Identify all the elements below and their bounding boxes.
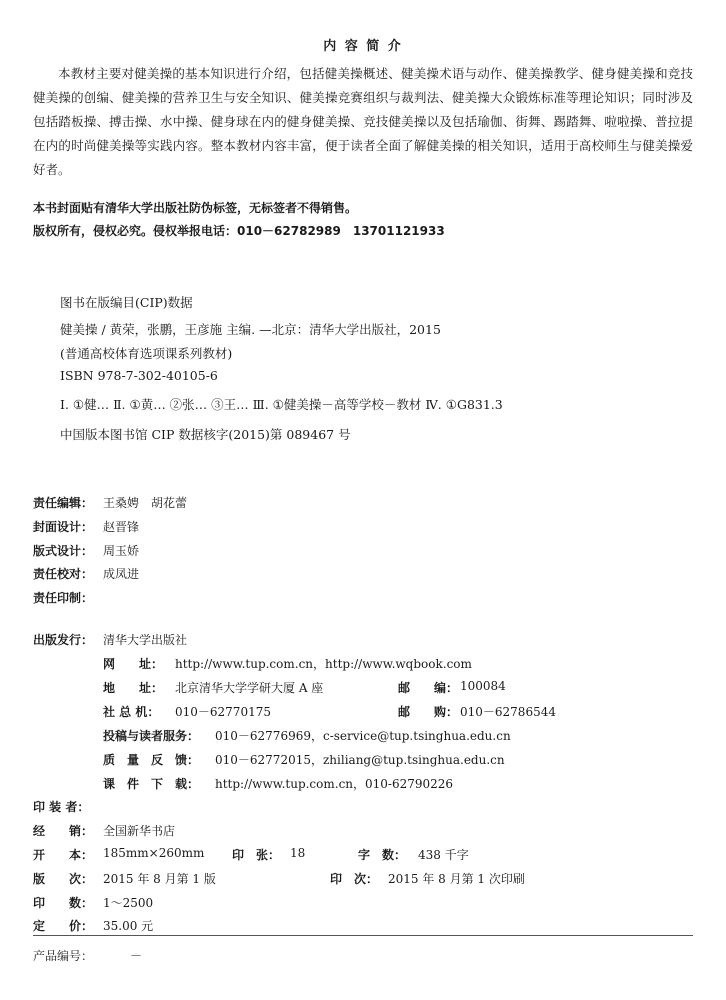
distributor-label: 经 销： (33, 824, 94, 838)
address-value: 北京清华大学学研大厦 A 座 (175, 681, 324, 695)
format-value: 185mm×260mm (103, 846, 205, 860)
impression-value: 2015 年 8 月第 1 次印刷 (388, 872, 525, 886)
cip-line-title: 健美操 / 黄荣，张鹏，王彦施 主编. —北京：清华大学出版社，2015 (60, 322, 441, 337)
cip-isbn: ISBN 978-7-302-40105-6 (60, 368, 218, 383)
word-count-label: 字 数： (358, 848, 407, 862)
submission-value: 010－62776969，c-service@tup.tsinghua.edu.cn (215, 729, 511, 743)
mail-order-value: 010－62786544 (460, 705, 556, 719)
price-value: 35.00 元 (103, 919, 154, 933)
edition-label: 版 次： (33, 872, 94, 886)
postcode-value: 100084 (460, 679, 506, 693)
distributor-value: 全国新华书店 (103, 824, 176, 838)
product-code-label: 产品编号： (33, 949, 94, 963)
courseware-label: 课 件 下 载： (103, 777, 200, 791)
proofreader-value: 成凤进 (103, 567, 140, 581)
switchboard-label: 社 总 机： (103, 705, 160, 719)
feedback-label: 质 量 反 馈： (103, 753, 200, 767)
print-supervisor-label: 责任印制： (33, 591, 94, 605)
layout-design-value: 周玉娇 (103, 544, 140, 558)
printer-label: 印 装 者： (33, 800, 90, 814)
cip-core-number: 中国版本图书馆 CIP 数据核字(2015)第 089467 号 (60, 427, 351, 442)
print-run-value: 1～2500 (103, 896, 154, 910)
submission-label: 投稿与读者服务： (103, 729, 200, 743)
website-label: 网 址： (103, 657, 164, 671)
feedback-value: 010－62772015，zhiliang@tup.tsinghua.edu.cn (215, 753, 505, 767)
cip-line-series: (普通高校体育选项课系列教材) (60, 346, 233, 361)
anti-counterfeit-notice: 本书封面贴有清华大学出版社防伪标签，无标签者不得销售。 (33, 201, 358, 215)
proofreader-label: 责任校对： (33, 567, 94, 581)
impression-label: 印 次： (330, 872, 379, 886)
print-run-label: 印 数： (33, 896, 94, 910)
mail-order-label: 邮 购： (398, 705, 459, 719)
website-value: http://www.tup.com.cn，http://www.wqbook.com (175, 657, 472, 671)
postcode-label: 邮 编： (398, 681, 459, 695)
cip-heading: 图书在版编目(CIP)数据 (60, 295, 193, 310)
publisher-value: 清华大学出版社 (103, 633, 188, 647)
product-code-value: － (130, 949, 143, 963)
word-count-value: 438 千字 (418, 848, 469, 862)
intro-paragraph: 本教材主要对健美操的基本知识进行介绍，包括健美操概述、健美操术语与动作、健美操教学、健身健美操和竞技健美操的创编、健美操的营养卫生与安全知识、健美操竞赛组织与裁判法、健美操大众锻炼标准等理论知识；同时涉及包括踏板操、搏击操、水中操、健身球在内的健身健美操、竞技健美操以及包括瑜伽、街舞、踢踏舞、啦啦操、普拉提在内的时尚健美操等实践内容。整本教材内容丰富，便于读者全面了解健美操的相关知识，适用于高校师生与健美操爱好者。 (33, 66, 693, 177)
layout-design-label: 版式设计： (33, 544, 94, 558)
address-label: 地 址： (103, 681, 164, 695)
sheets-label: 印 张： (232, 848, 281, 862)
cover-design-value: 赵晋锋 (103, 520, 140, 534)
cover-design-label: 封面设计： (33, 520, 94, 534)
copyright-notice: 版权所有，侵权必究。侵权举报电话：010－62782989 13701121933 (33, 224, 445, 238)
publisher-label: 出版发行： (33, 633, 94, 647)
cip-classification: Ⅰ. ①健… Ⅱ. ①黄… ②张… ③王… Ⅲ. ①健美操－高等学校－教材 Ⅳ. ①G831.3 (60, 397, 503, 412)
switchboard-value: 010－62770175 (175, 705, 271, 719)
format-label: 开 本： (33, 848, 94, 862)
edition-value: 2015 年 8 月第 1 版 (103, 872, 216, 886)
sheets-value: 18 (290, 846, 306, 860)
page-title: 内 容 简 介 (323, 39, 403, 54)
editor-value: 王桑娉 胡花蕾 (103, 496, 188, 510)
divider-line (33, 935, 693, 936)
courseware-value: http://www.tup.com.cn，010-62790226 (215, 777, 454, 791)
editor-label: 责任编辑： (33, 496, 94, 510)
price-label: 定 价： (33, 919, 94, 933)
